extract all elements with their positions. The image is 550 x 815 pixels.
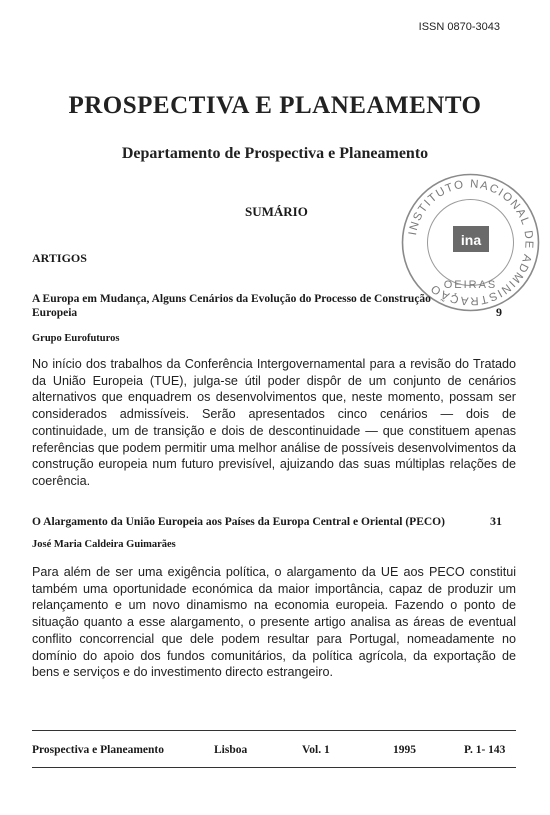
footer-place: Lisboa	[214, 744, 248, 756]
stamp-bottom-text: OEIRAS	[443, 279, 498, 291]
article-page: 31	[490, 514, 502, 528]
svg-text:INSTITUTO NACIONAL DE ADMINIST: INSTITUTO NACIONAL DE ADMINISTRAÇÃO	[407, 178, 535, 307]
stamp-logo: ina	[460, 232, 482, 248]
article-abstract: Para além de ser uma exigência política, o alargamento da UE aos PECO constitui também uma oportunidade económica da maior importância, capaz de produzir um relançamento e um novo dinamismo na economia europeia. Fazendo o ponto de situação quanto a esse alargamento, o presente artigo analisa as áreas de eventual conflito concorrencial que dele podem resultar para Portugal, nomeadamente no domínio do apoio dos fundos comunitários, da política agrícola, da exportação de bens e serviços e do investimento directo estrangeiro.	[32, 565, 516, 680]
article-author: Grupo Eurofuturos	[32, 333, 120, 344]
summary-heading: SUMÁRIO	[245, 204, 308, 219]
article-title: A Europa em Mudança, Alguns Cenários da Evolução do Processo de Construção Europeia	[32, 293, 431, 319]
footer-rule	[32, 730, 516, 731]
footer-bottom-rule	[32, 767, 516, 768]
footer-volume: Vol. 1	[302, 744, 330, 756]
footer-year: 1995	[393, 744, 416, 756]
article-page: 9	[496, 305, 502, 319]
article-title: O Alargamento da União Europeia aos Países da Europa Central e Oriental (PECO)	[32, 516, 445, 528]
article-author: José Maria Caldeira Guimarães	[32, 539, 176, 550]
footer-pages: P. 1- 143	[464, 744, 506, 756]
journal-title: PROSPECTIVA E PLANEAMENTO	[68, 92, 482, 119]
section-heading: ARTIGOS	[32, 251, 87, 265]
department-subtitle: Departamento de Prospectiva e Planeamento	[121, 145, 429, 162]
footer-journal: Prospectiva e Planeamento	[32, 744, 165, 756]
article-abstract: No início dos trabalhos da Conferência Intergovernamental para a revisão do Tratado da União Europeia (TUE), julga-se útil poder dispôr de um conjunto de cenários alternativos que enquadrem os desenvolvimentos que, neste momento, possam ser considerados admissíveis. Serão apresentados cinco cenários — dois de continuidade, um de transição e dois de descontinuidade — que constituem apenas referências que podem permitir uma melhor análise de possíveis desenvolvimentos da construção europeia num futuro previsível, ajuizando das suas múltiplas relações de coerência.	[32, 357, 516, 488]
issn: ISSN 0870-3043	[418, 21, 500, 33]
